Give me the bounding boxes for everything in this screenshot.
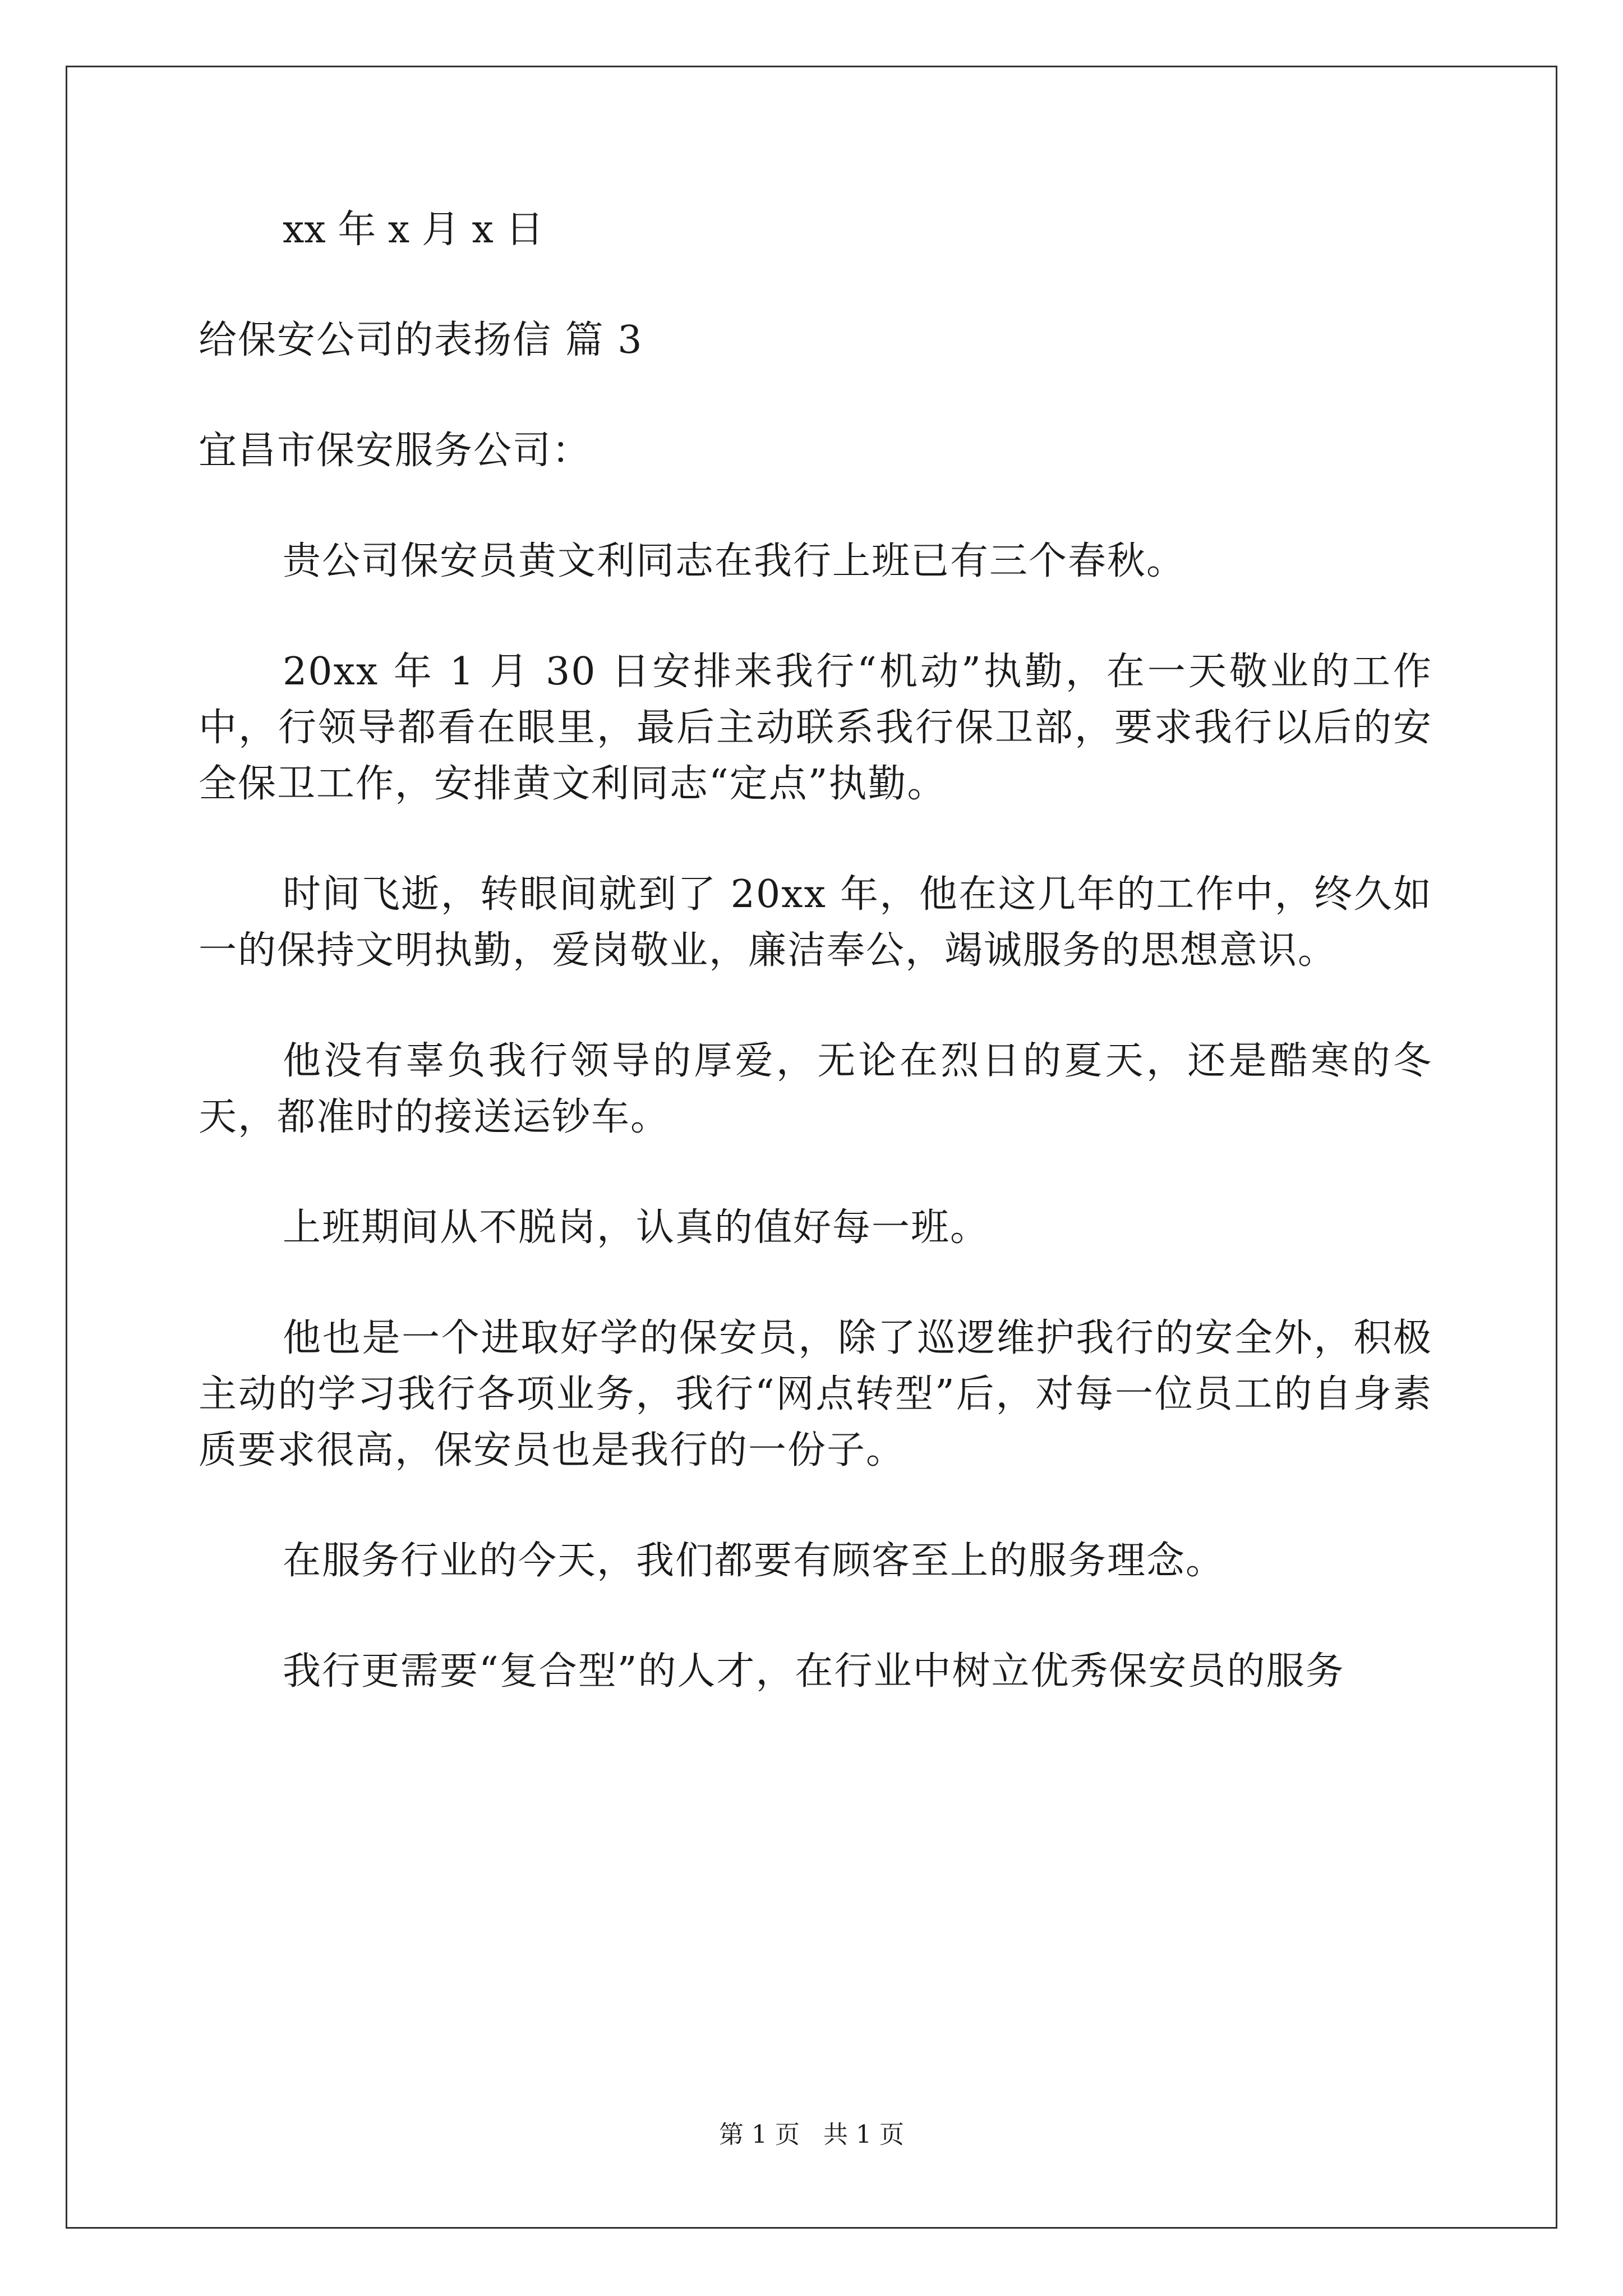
section-title: 给保安公司的表扬信 篇 3 [199,318,643,362]
salutation: 宜昌市保安服务公司： [199,429,592,473]
page-footer: 第 1 页 共 1 页 [719,2120,904,2149]
document-body [199,202,1432,1754]
paragraph: 时间飞逝，转眼间就到了 20xx 年，他在这几年的工作中，终久如一的保持文明执勤，爱岗敬业，廉洁奉公，竭诚服务的思想意识。 [199,872,1432,973]
paragraph: 贵公司保安员黄文利同志在我行上班已有三个春秋。 [283,539,1186,583]
paragraph: 他也是一个进取好学的保安员，除了巡逻维护我行的安全外，积极主动的学习我行各项业务，我行“网点转型”后，对每一位员工的自身素质要求很高，保安员也是我行的一份子。 [199,1316,1432,1473]
paragraph: 我行更需要“复合型”的人才，在行业中树立优秀保安员的服务 [283,1649,1345,1694]
paragraph: 在服务行业的今天，我们都要有顾客至上的服务理念。 [283,1539,1225,1583]
paragraph: 他没有辜负我行领导的厚爱，无论在烈日的夏天，还是酷寒的冬天，都准时的接送运钞车。 [199,1039,1432,1139]
date-line: xx 年 x 月 x 日 [283,208,544,252]
paragraph: 20xx 年 1 月 30 日安排来我行“机动”执勤，在一天敬业的工作中，行领导都看在眼里，最后主动联系我行保卫部，要求我行以后的安全保卫工作，安排黄文利同志“定点”执勤。 [199,650,1432,806]
paragraph: 上班期间从不脱岗，认真的值好每一班。 [283,1205,990,1250]
